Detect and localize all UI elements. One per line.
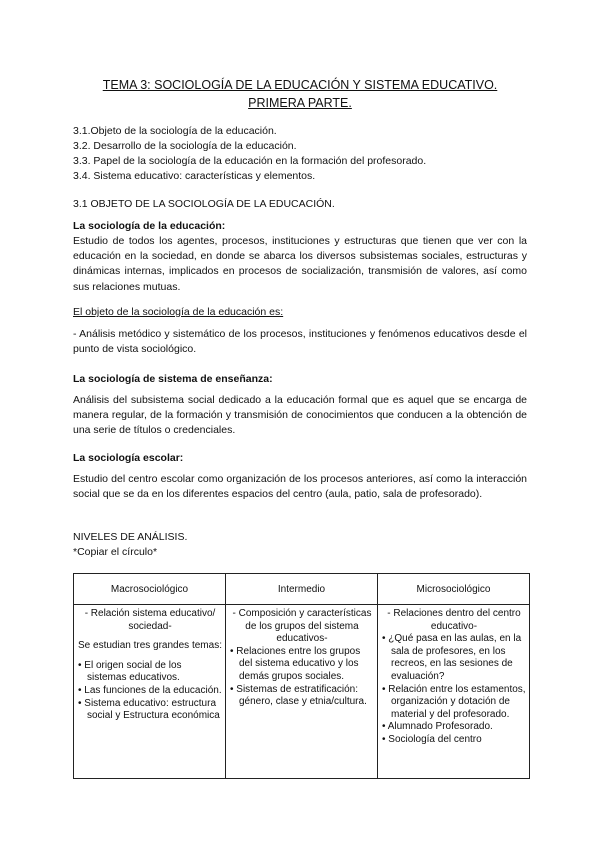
- list-item: • Sistema educativo: estructura social y Estructura económica: [78, 697, 220, 722]
- toc-item: 3.2. Desarrollo de la sociología de la educación.: [73, 140, 297, 152]
- levels-table: [73, 573, 530, 779]
- list-item: • Alumnado Profesorado.: [382, 721, 493, 733]
- levels-heading: NIVELES DE ANÁLISIS.: [73, 531, 188, 543]
- toc-item: 3.4. Sistema educativo: características y elementos.: [73, 170, 316, 182]
- title-line-2: PRIMERA PARTE.: [248, 96, 352, 110]
- table-of-contents: [73, 124, 426, 184]
- macro-sub: Se estudian tres grandes temas:: [78, 640, 222, 652]
- cell-intermedio: [226, 605, 378, 779]
- levels-note: *Copiar el círculo*: [73, 546, 158, 558]
- list-item: • Relación entre los estamentos, organización y dotación de material y del profesorado.: [382, 683, 526, 720]
- inter-intro: - Composición y características de los grupos del sistema educativos-: [232, 608, 372, 645]
- block-heading-sociologia-escolar: La sociología escolar:: [73, 452, 184, 464]
- header-micro: Microsociológico: [378, 574, 530, 605]
- table-row: [74, 605, 530, 779]
- block-text-sistema-ensenanza: Análisis del subsistema social dedicado a la educación formal que es aquel que se encarga de manera regular, de la formación y transmisión de conocimientos que conducen a la obtención de una serie de títulos o credenciales.: [73, 394, 527, 437]
- block-text-objeto: - Análisis metódico y sistemático de los procesos, instituciones y fenómenos educativos desde el punto de vista sociológico.: [73, 328, 527, 356]
- header-macro: Macrosociológico: [74, 574, 226, 605]
- block-heading-sociologia-educacion: La sociología de la educación:: [73, 220, 226, 232]
- section-heading: 3.1 OBJETO DE LA SOCIOLOGÍA DE LA EDUCACIÓN.: [73, 198, 335, 210]
- micro-intro: - Relaciones dentro del centro educativo-: [387, 608, 521, 632]
- list-item: • Sistemas de estratificación: género, clase y etnia/cultura.: [230, 683, 367, 708]
- toc-item: 3.1.Objeto de la sociología de la educación.: [73, 125, 277, 137]
- block-text-sociologia-educacion: Estudio de todos los agentes, procesos, instituciones y estructuras que tienen que ver con la educación en la sociedad, en donde se abarca los diversos subsistemas sociales, estructuras y dinámicas internas, implicados en procesos de socialización, transmisión de valores, así como sus relaciones mutuas.: [73, 235, 527, 293]
- title-line-1: TEMA 3: SOCIOLOGÍA DE LA EDUCACIÓN Y SISTEMA EDUCATIVO.: [102, 78, 498, 92]
- list-item: • El origen social de los sistemas educativos.: [78, 659, 182, 684]
- block-heading-sistema-ensenanza: La sociología de sistema de enseñanza:: [73, 373, 273, 385]
- list-item: • Relaciones entre los grupos del sistema educativo y los demás grupos sociales.: [230, 645, 361, 682]
- block-heading-objeto: El objeto de la sociología de la educación es:: [73, 306, 284, 318]
- header-intermedio: Intermedio: [226, 574, 378, 605]
- toc-item: 3.3. Papel de la sociología de la educación en la formación del profesorado.: [73, 155, 427, 167]
- list-item: • ¿Qué pasa en las aulas, en la sala de profesores, en los recreos, en las sesiones de evaluación?: [382, 633, 522, 682]
- cell-macro: [74, 605, 226, 779]
- document-title: [60, 76, 540, 112]
- block-text-sociologia-escolar: Estudio del centro escolar como organización de los procesos anteriores, así como la interacción social que se da en los diferentes espacios del centro (aula, patio, sala de profesorado).: [73, 473, 527, 501]
- list-item: • Las funciones de la educación.: [78, 684, 222, 696]
- cell-micro: [378, 605, 530, 779]
- list-item: • Sociología del centro: [382, 733, 482, 745]
- macro-intro: - Relación sistema educativo/ sociedad-: [84, 608, 216, 632]
- table-header-row: [74, 574, 530, 605]
